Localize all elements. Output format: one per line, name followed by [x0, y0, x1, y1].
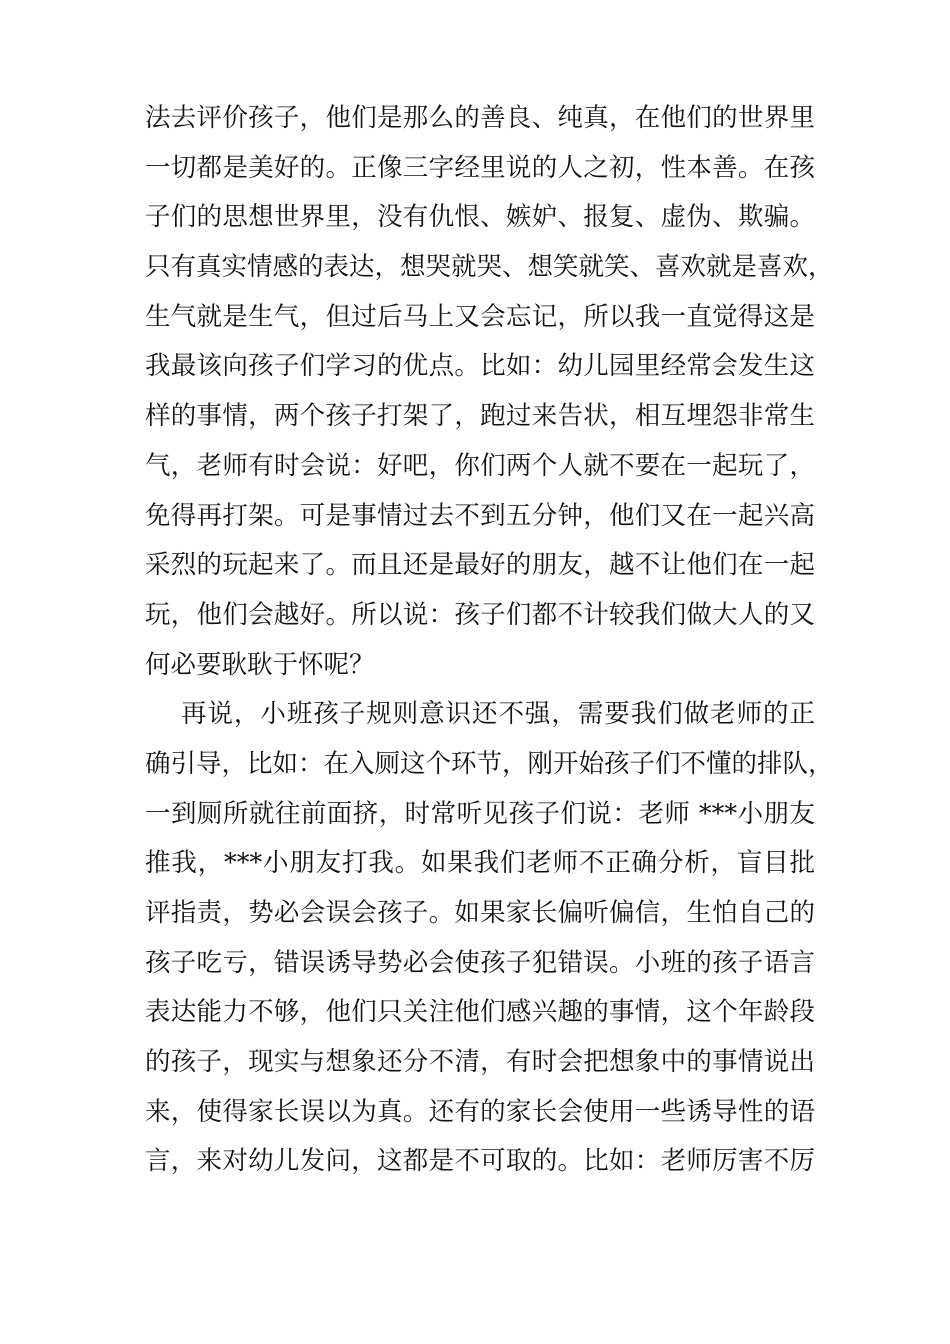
- body-text: [145, 94, 834, 1187]
- text-line: 的孩子，现实与想象还分不清，有时会把想象中的事情说出: [145, 1047, 815, 1078]
- text-line: 表达能力不够，他们只关注他们感兴趣的事情，这个年龄段: [145, 997, 815, 1028]
- text-line: 子们的思想世界里，没有仇恨、嫉妒、报复、虚伪、欺骗。: [145, 202, 815, 233]
- text-line: 我最该向孩子们学习的优点。比如：幼儿园里经常会发生这: [145, 351, 815, 382]
- text-line: 法去评价孩子，他们是那么的善良、纯真，在他们的世界里: [145, 103, 815, 133]
- text-line: 采烈的玩起来了。而且还是最好的朋友，越不让他们在一起: [145, 550, 815, 581]
- text-line: 只有真实情感的表达，想哭就哭、想笑就笑、喜欢就是喜欢，: [145, 252, 834, 283]
- text-line: 评指责，势必会误会孩子。如果家长偏听偏信，生怕自己的: [145, 898, 815, 928]
- text-line: 样的事情，两个孩子打架了，跑过来告状，相互埋怨非常生: [145, 401, 815, 432]
- text-line: 确引导，比如：在入厕这个环节，刚开始孩子们不懂的排队，: [145, 748, 834, 779]
- text-line: 推我，***小朋友打我。如果我们老师不正确分析，盲目批: [145, 848, 815, 879]
- text-line: 一到厕所就往前面挤，时常听见孩子们说：老师 ***小朋友: [145, 798, 815, 829]
- text-line: 何必要耿耿于怀呢？: [145, 649, 375, 680]
- text-line: 来，使得家长误以为真。还有的家长会使用一些诱导性的语: [145, 1096, 815, 1127]
- text-line: 免得再打架。可是事情过去不到五分钟，他们又在一起兴高: [145, 500, 815, 531]
- text-line: 生气就是生气，但过后马上又会忘记，所以我一直觉得这是: [145, 301, 815, 332]
- text-line: 言，来对幼儿发问，这都是不可取的。比如：老师厉害不厉: [145, 1146, 815, 1177]
- text-line: 玩，他们会越好。所以说：孩子们都不计较我们做大人的又: [145, 599, 815, 630]
- text-line: 气，老师有时会说：好吧，你们两个人就不要在一起玩了，: [145, 450, 815, 481]
- paragraph-first-line: 再说，小班孩子规则意识还不强，需要我们做老师的正: [181, 699, 815, 730]
- text-line: 孩子吃亏，错误诱导势必会使孩子犯错误。小班的孩子语言: [145, 947, 815, 978]
- text-line: 一切都是美好的。正像三字经里说的人之初，性本善。在孩: [145, 152, 815, 183]
